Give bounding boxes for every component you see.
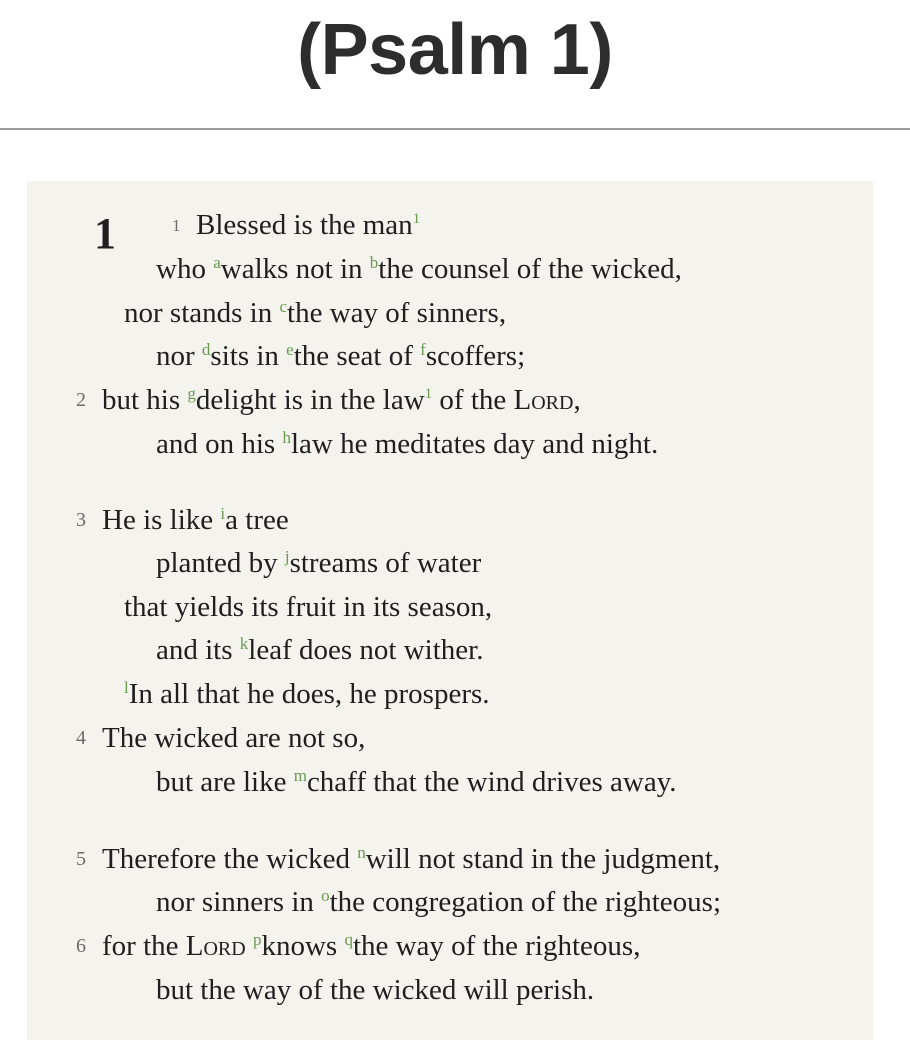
verse-number: 3	[76, 509, 86, 531]
line-text: Blessed is the man	[196, 209, 413, 241]
chapter-number: 1	[94, 209, 116, 258]
verse-line	[156, 765, 677, 799]
cross-reference-marker[interactable]: f	[420, 340, 426, 359]
verse-line	[102, 721, 365, 755]
line-text: walks not in	[220, 253, 370, 285]
line-text: a tree	[225, 504, 289, 536]
verse-line	[156, 973, 594, 1007]
line-text: the way of sinners,	[287, 297, 507, 329]
line-text: The wicked are not so,	[102, 722, 366, 754]
line-text: sits in	[210, 340, 287, 372]
cross-reference-marker[interactable]: k	[239, 634, 249, 653]
verse-line	[102, 842, 720, 876]
divider	[0, 128, 910, 130]
line-text: who	[156, 253, 214, 285]
line-text: for the	[102, 930, 186, 962]
line-text: Therefore the wicked	[102, 843, 358, 875]
verse-number: 2	[76, 389, 86, 411]
line-text: and its	[156, 634, 240, 666]
cross-reference-marker[interactable]: j	[284, 547, 290, 566]
cross-reference-marker[interactable]: p	[252, 930, 262, 949]
verse-number: 1	[172, 216, 181, 235]
line-text: ,	[573, 384, 581, 416]
verse-line	[124, 677, 490, 711]
verse-line	[156, 339, 525, 373]
line-text: nor	[156, 340, 202, 372]
line-text: nor sinners in	[156, 886, 322, 918]
line-text: but the way of the wicked will perish.	[156, 974, 595, 1006]
line-text: of the	[432, 384, 514, 416]
cross-reference-marker[interactable]: i	[220, 504, 226, 523]
verse-line	[124, 296, 506, 330]
line-text: chaff that the wind drives away.	[306, 766, 677, 798]
line-text: but his	[102, 384, 188, 416]
line-text: and on his	[156, 428, 283, 460]
divine-name: Lord	[513, 384, 574, 416]
line-text: In all that he does, he prospers.	[128, 678, 490, 710]
verse-line	[102, 503, 289, 537]
cross-reference-marker[interactable]: o	[321, 886, 330, 905]
verse-line	[102, 383, 581, 417]
verse-number: 4	[76, 727, 86, 749]
verse-number: 6	[76, 935, 86, 957]
line-text: leaf does not wither.	[248, 634, 484, 666]
line-text: the seat of	[293, 340, 421, 372]
footnote-marker[interactable]: 1	[412, 211, 421, 227]
line-text: the way of the righteous,	[352, 930, 641, 962]
verse-line	[102, 929, 640, 963]
cross-reference-marker[interactable]: d	[201, 340, 211, 359]
line-text: will not stand in the judgment,	[365, 843, 721, 875]
line-text: but are like	[156, 766, 294, 798]
cross-reference-marker[interactable]: c	[279, 297, 288, 316]
verse-line	[156, 546, 481, 580]
cross-reference-marker[interactable]: a	[213, 253, 221, 272]
line-text: knows	[261, 930, 345, 962]
line-text: the counsel of the wicked,	[378, 253, 682, 285]
line-text	[246, 930, 253, 962]
verse-line	[156, 633, 483, 667]
line-text: He is like	[102, 504, 221, 536]
line-text: law he meditates day and night.	[290, 428, 659, 460]
divine-name: Lord	[185, 930, 246, 962]
line-text: scoffers;	[425, 340, 526, 372]
cross-reference-marker[interactable]: q	[344, 930, 353, 949]
verse-line	[156, 885, 721, 919]
verse-line	[156, 427, 658, 461]
page-title: (Psalm 1)	[297, 10, 613, 90]
cross-reference-marker[interactable]: e	[286, 340, 294, 359]
line-text: streams of water	[289, 547, 482, 579]
verse-line	[196, 208, 420, 242]
cross-reference-marker[interactable]: h	[282, 428, 291, 447]
cross-reference-marker[interactable]: g	[187, 384, 196, 403]
line-text: that yields its fruit in its season,	[124, 591, 493, 623]
line-text: nor stands in	[124, 297, 280, 329]
verse-line	[156, 252, 682, 286]
cross-reference-marker[interactable]: b	[369, 253, 379, 272]
footnote-marker[interactable]: 1	[424, 386, 433, 402]
line-text: the congregation of the righteous;	[329, 886, 722, 918]
cross-reference-marker[interactable]: n	[357, 843, 366, 862]
line-text: delight is in the law	[195, 384, 425, 416]
verse-line	[124, 590, 492, 624]
cross-reference-marker[interactable]: m	[293, 766, 307, 785]
verse-number: 5	[76, 848, 86, 870]
cross-reference-marker[interactable]: l	[124, 678, 129, 697]
line-text: planted by	[156, 547, 285, 579]
